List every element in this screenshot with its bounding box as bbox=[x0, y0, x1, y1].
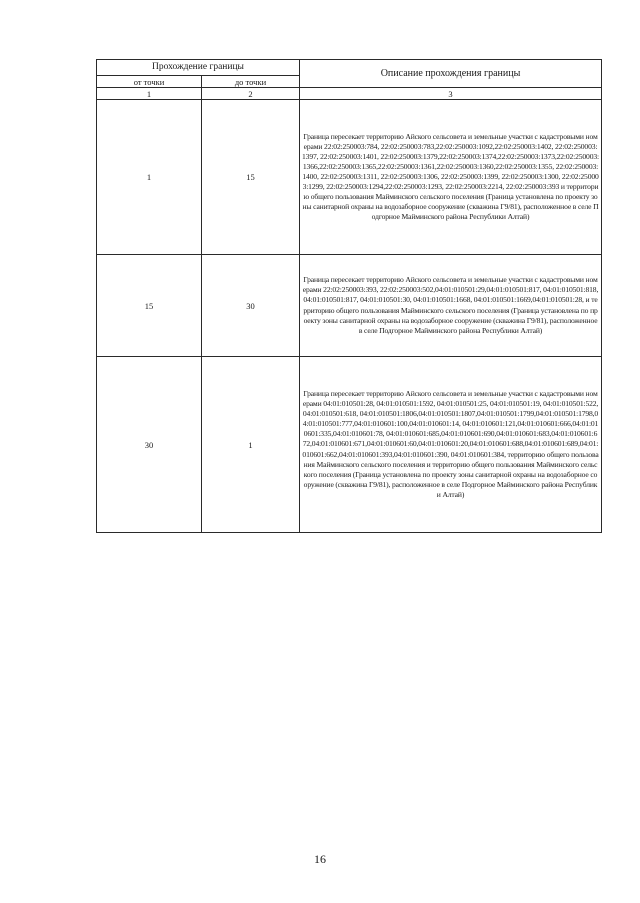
table-row bbox=[97, 255, 602, 357]
table-row bbox=[97, 100, 602, 255]
header-col-number-1: 1 bbox=[97, 88, 202, 100]
header-to-point: до точки bbox=[202, 76, 300, 88]
header-boundary-passage: Прохождение границы bbox=[97, 60, 300, 76]
page-number: 16 bbox=[314, 852, 326, 866]
header-from-point: от точки bbox=[97, 76, 202, 88]
row-from-point: 30 bbox=[97, 357, 202, 533]
row-to-point: 30 bbox=[202, 255, 300, 357]
header-boundary-description: Описание прохождения границы bbox=[300, 60, 602, 88]
row-from-point: 1 bbox=[97, 100, 202, 255]
row-description: Граница пересекает территорию Айского сельсовета и земельные участки с кадастровыми номерами 22:02:250003:393, 22:02:250003:502,04:01:010501:29,04:01:010501:817, 04:01:010501:818, 04:01:010501:817, 04:01:010501:30, 04:01:010501:1668, 04:01:010501:1669,04:01:010501:28, и территорию общего пользования Майминского сельского поселения (Граница установлена по проекту зоны санитарной охраны на водозаборное сооружение (скважина Г9/81), расположенное в селе Подгорное Майминского района Республики Алтай) bbox=[300, 255, 602, 357]
row-to-point: 15 bbox=[202, 100, 300, 255]
table-row bbox=[97, 357, 602, 533]
header-col-number-2: 2 bbox=[202, 88, 300, 100]
boundary-table bbox=[96, 59, 602, 533]
row-description: Граница пересекает территорию Айского сельсовета и земельные участки с кадастровыми номерами 04:01:010501:28, 04:01:010501:1592, 04:01:010501:25, 04:01:010501:19, 04:01:010501:522,04:01:010501:618, 04:01:010501:1806,04:01:010501:1807,04:01:010501:1799,04:01:010501:1798,04:01:010501:777,04:01:010601:100,04:01:010601:14, 04:01:010601:121,04:01:010601:666,04:01:010601:335,04:01:010601:78, 04:01:010601:685,04:01:010601:690,04:01:010601:683,04:01:010601:672,04:01:010601:671,04:01:010601:60,04:01:010601:20,04:01:010601:688,04:01:010601:689,04:01:010601:662,04:01:010601:393,04:01:010601:390, 04:01:010601:384, территорию общего пользования Майминского сельского поселения и территорию общего пользования Майминского сельского поселения (Граница установлена по проекту зоны санитарной охраны на водозаборное сооружение (скважина Г9/81), расположенное в селе Подгорное Майминского района Республики Алтай) bbox=[300, 357, 602, 533]
row-from-point: 15 bbox=[97, 255, 202, 357]
header-col-number-3: 3 bbox=[300, 88, 602, 100]
row-description: Граница пересекает территорию Айского сельсовета и земельные участки с кадастровыми номерами 22:02:250003:784, 22:02:250003:783,22:02:250003:1092,22:02:250003:1402, 22:02:250003:1397, 22:02:250003:1401, 22:02:250003:1379,22:02:250003:1374,22:02:250003:1373,22:02:250003:1366,22:02:250003:1365,22:02:250003:1361,22:02:250003:1360,22:02:250003:1355, 22:02:250003:1400, 22:02:250003:1311, 22:02:250003:1306, 22:02:250003:1399, 22:02:250003:1300, 22:02:250003:1299, 22:02:250003:1294,22:02:250003:1293, 22:02:250003:2214, 22:02:250003:393 и территорию общего пользования Майминского сельского поселения (Граница установлена по проекту зоны санитарной охраны на водозаборное сооружение (скважина Г9/81), расположенное в селе Подгорное Майминского района Республики Алтай) bbox=[300, 100, 602, 255]
row-to-point: 1 bbox=[202, 357, 300, 533]
